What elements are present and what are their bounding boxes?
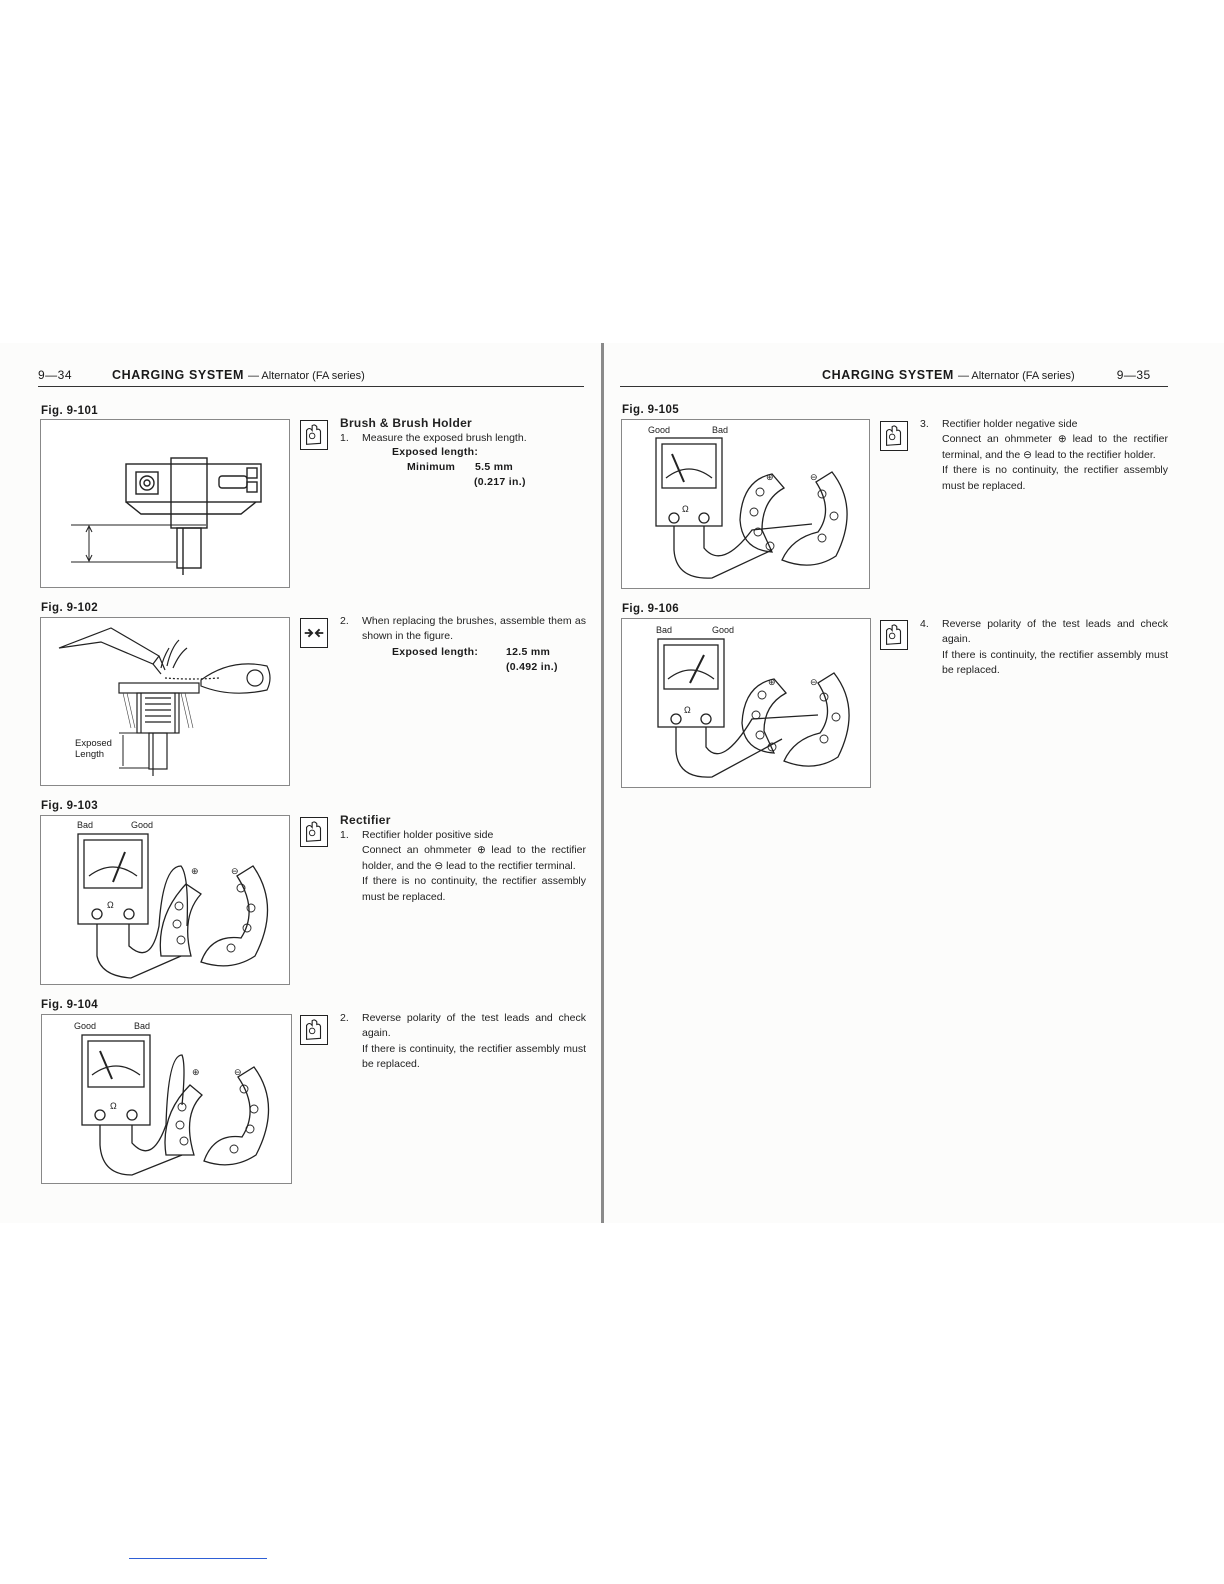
right-step4 xyxy=(920,617,1168,679)
ohmmeter-rectifier-illustration-104 xyxy=(42,1015,291,1183)
page-gutter xyxy=(601,343,604,1223)
ohmmeter-rectifier-illustration-106 xyxy=(622,619,870,787)
plus-symbol-106: ⊕ xyxy=(768,677,776,687)
plus-symbol-105: ⊕ xyxy=(766,472,774,482)
minus-symbol: ⊖ xyxy=(231,866,239,876)
figure-9-104 xyxy=(41,1014,292,1184)
inspection-hand-icon-3 xyxy=(300,1015,328,1045)
exposed-label-1: Exposed xyxy=(75,738,112,749)
figure-9-105 xyxy=(621,419,870,589)
plus-symbol-104: ⊕ xyxy=(192,1067,200,1077)
rectifier-step2 xyxy=(340,1011,586,1073)
brush-heading: Brush & Brush Holder xyxy=(340,416,473,430)
spec1-in: (0.217 in.) xyxy=(474,476,526,488)
rect-step1-a: Connect an ohmmeter ⊕ lead to the rectifier holder, and the ⊖ lead to the rectifier terminal. xyxy=(362,844,586,872)
step3-num: 3. xyxy=(920,418,929,430)
inspection-hand-icon-4 xyxy=(880,421,908,451)
step3-b: If there is no continuity, the rectifier assembly must be replaced. xyxy=(942,464,1168,492)
inspection-hand-icon-2 xyxy=(300,817,328,847)
omega-symbol-106: Ω xyxy=(684,705,691,715)
meter-label-good-106: Good xyxy=(712,625,735,635)
fig-label-104: Fig. 9-104 xyxy=(41,999,99,1011)
spec1-min: Minimum xyxy=(407,461,456,473)
brush-holder-illustration xyxy=(41,420,289,587)
right-section-title: CHARGING SYSTEM xyxy=(822,368,954,382)
rect-step2-a: Reverse polarity of the test leads and check again. xyxy=(362,1012,586,1040)
figure-9-102 xyxy=(40,617,290,786)
meter-label-bad-105: Bad xyxy=(712,425,729,435)
figure-9-103 xyxy=(40,815,290,985)
plus-symbol: ⊕ xyxy=(191,866,199,876)
rect-step1-num: 1. xyxy=(340,829,349,841)
footer-link-underline xyxy=(129,1558,267,1559)
spec1-label: Exposed length: xyxy=(392,446,479,458)
minus-symbol-106: ⊖ xyxy=(810,677,818,687)
spec2-mm: 12.5 mm xyxy=(506,646,551,658)
rect-step2-b: If there is continuity, the rectifier assembly must be replaced. xyxy=(362,1042,586,1071)
step3-title: Rectifier holder negative side xyxy=(942,418,1078,430)
ohmmeter-rectifier-illustration-105 xyxy=(622,420,869,588)
ohmmeter-rectifier-illustration-103 xyxy=(41,816,289,984)
spec2-in: (0.492 in.) xyxy=(506,661,558,673)
step4-a: Reverse polarity of the test leads and check again. xyxy=(942,618,1168,646)
fig-label-105: Fig. 9-105 xyxy=(622,404,680,416)
left-page-header xyxy=(38,368,365,388)
omega-symbol-105: Ω xyxy=(682,504,689,514)
exposed-length-label xyxy=(75,738,112,760)
step4-num: 4. xyxy=(920,618,929,630)
figure-9-106 xyxy=(621,618,871,788)
meter-label-bad-106: Bad xyxy=(656,625,673,635)
brush-step2 xyxy=(340,614,586,645)
spec1-mm: 5.5 mm xyxy=(475,461,513,473)
omega-symbol: Ω xyxy=(107,900,114,910)
exposed-label-2: Length xyxy=(75,749,105,760)
fig-label-106: Fig. 9-106 xyxy=(622,603,680,615)
rectifier-heading: Rectifier xyxy=(340,813,391,827)
meter-label-bad-104: Bad xyxy=(134,1021,151,1031)
brush-step2-num: 2. xyxy=(340,615,349,627)
step4-b: If there is continuity, the rectifier assembly must be replaced. xyxy=(942,648,1168,677)
rect-step2-num: 2. xyxy=(340,1012,349,1024)
meter-label-good: Good xyxy=(131,820,154,830)
fig-label-102: Fig. 9-102 xyxy=(41,602,99,614)
right-header-rule xyxy=(620,386,1168,387)
inspection-hand-icon-5 xyxy=(880,620,908,650)
meter-label-good-104: Good xyxy=(74,1021,97,1031)
right-step3 xyxy=(920,417,1168,494)
spec2-label: Exposed length: xyxy=(392,646,479,658)
brush-step1-text: Measure the exposed brush length. xyxy=(362,432,527,444)
left-section-sub: — Alternator (FA series) xyxy=(247,370,365,382)
step3-a: Connect an ohmmeter ⊕ lead to the rectifier terminal, and the ⊖ lead to the rectifier holder. xyxy=(942,433,1168,461)
right-page-header xyxy=(822,368,1151,388)
figure-9-101 xyxy=(40,419,290,588)
rect-step1-b: If there is no continuity, the rectifier assembly must be replaced. xyxy=(362,875,586,903)
meter-label-good-105: Good xyxy=(648,425,671,435)
minus-symbol-105: ⊖ xyxy=(810,472,818,482)
left-page-number: 9—34 xyxy=(38,368,73,382)
brush-section xyxy=(340,415,586,446)
brush-step2-text: When replacing the brushes, assemble them as shown in the figure. xyxy=(362,615,586,643)
left-section-title: CHARGING SYSTEM xyxy=(112,368,244,382)
right-page-number: 9—35 xyxy=(1116,368,1151,382)
fig-label-103: Fig. 9-103 xyxy=(41,800,99,812)
right-section-sub: — Alternator (FA series) xyxy=(957,370,1075,382)
assemble-arrows-icon xyxy=(300,618,328,648)
rectifier-section xyxy=(340,812,586,905)
omega-symbol-104: Ω xyxy=(110,1101,117,1111)
left-header-rule xyxy=(38,386,584,387)
inspection-hand-icon xyxy=(300,420,328,450)
fig-label-101: Fig. 9-101 xyxy=(41,405,99,417)
minus-symbol-104: ⊖ xyxy=(234,1067,242,1077)
rect-step1-title: Rectifier holder positive side xyxy=(362,829,494,841)
brush-step1-num: 1. xyxy=(340,432,349,444)
meter-label-bad: Bad xyxy=(77,820,94,830)
